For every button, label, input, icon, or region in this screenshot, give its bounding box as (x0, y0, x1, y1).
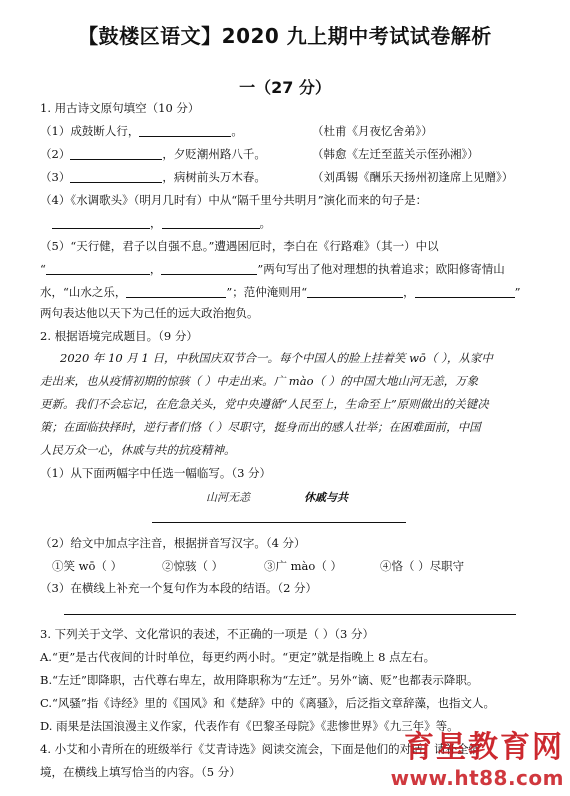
answer-blank[interactable] (307, 285, 403, 298)
answer-blank[interactable] (139, 124, 231, 137)
answer-blank[interactable] (161, 262, 257, 275)
answer-blank[interactable] (70, 170, 162, 183)
q3-option-a: A.“更”是古代夜间的计时单位，每更约两小时。“更定”就是指晚上 8 点左右。 (40, 650, 436, 664)
period: 。 (259, 216, 271, 230)
q3-option-b: B.“左迁”即降职，古代尊右卑左，故用降职称为“左迁”。另外“谪、贬”也都表示降职。 (40, 673, 479, 687)
q1-l5-prompt: （5）“天行健，君子以自强不息。”遭遇困厄时，李白在《行路难》（其一）中以 (40, 239, 439, 253)
q2-passage-line-3: 更新。我们不会忘记，在危急关头，党中央遵循“人民至上，生命至上”原则做出的关键决 (40, 397, 489, 411)
q2-option-d: ④恪（ ）尽职守 (380, 559, 465, 573)
q1-l2-text: ，夕贬潮州路八千。 (162, 147, 266, 161)
q1-l1-end: 。 (231, 124, 243, 138)
q3-option-c: C.“风骚”指《诗经》里的《国风》和《楚辞》中的《离骚》，后泛指文章辞藻，也指文人。 (40, 696, 496, 710)
section-heading: 一（27 分） (239, 78, 331, 97)
q1-l5c-text: 水，“山水之乐， (40, 285, 127, 299)
page-title: 【鼓楼区语文】2020 九上期中考试试卷解析 (78, 24, 492, 48)
answer-blank[interactable] (126, 285, 226, 298)
q1-l5-line-4: 两句表达他以天下为己任的远大政治抱负。 (40, 306, 259, 320)
open-quote: “ (40, 262, 46, 276)
q2-option-c: ③广 mào（ ） (264, 559, 342, 573)
answer-blank[interactable] (46, 262, 150, 275)
q2-sub2: （2）给文中加点字注音，根据拼音写汉字。（4 分） (40, 536, 306, 550)
q1-l3-text: ，病树前头万木春。 (162, 170, 266, 184)
answer-blank[interactable] (70, 147, 162, 160)
q2-passage-line-4: 策；在面临抉择时，逆行者们恪（ ）尽职守，挺身而出的感人壮举；在困难面前，中国 (40, 420, 481, 434)
q1-l5-line-2 (40, 261, 505, 277)
q3-option-d: D. 雨果是法国浪漫主义作家，代表作有《巴黎圣母院》《悲惨世界》《九三年》等。 (40, 719, 459, 733)
comma: ， (149, 262, 162, 276)
q2-option-a: ①笑 wō（ ） (52, 559, 123, 573)
answer-blank[interactable] (162, 216, 260, 229)
q1-line-1 (40, 123, 243, 139)
q1-line-3 (40, 169, 266, 185)
q1-l3-label: （3） (40, 170, 71, 184)
q1-l2-source: （韩愈《左迁至蓝关示侄孙湘》） (312, 147, 479, 161)
q1-line-2 (40, 146, 266, 162)
site-watermark (391, 722, 564, 790)
q2-sub1: （1）从下面两幅字中任选一幅临写。（3 分） (40, 466, 272, 480)
q1-l1-source: （杜甫《月夜忆舍弟》） (312, 124, 433, 138)
q2-passage-line-2: 走出来，也从疫情初期的惊骇（ ）中走出来。广 mào（ ）的中国大地山河无恙，万象 (40, 374, 479, 388)
q1-l3-source: （刘禹锡《酬乐天扬州初逢席上见赠》） (312, 170, 514, 184)
q2-passage-line-5: 人民万众一心，休戚与共的抗疫精神。 (40, 443, 236, 457)
q1-l1-text: （1）成鼓断人行， (40, 124, 140, 138)
comma: ， (150, 216, 162, 230)
q1-l5-line-3 (40, 284, 521, 300)
close-quote: ” (514, 285, 521, 299)
watermark-url: www.ht88.com (390, 766, 564, 790)
q1-l4-answer (52, 215, 271, 231)
calligraphy-option-b: 休戚与共 (304, 491, 348, 504)
watermark-name: 育星教育网 (404, 730, 564, 765)
answer-blank[interactable] (415, 285, 515, 298)
q3-heading: 3. 下列关于文学、文化常识的表述，不正确的一项是（ ）（3 分） (40, 627, 375, 641)
q1-heading: 1. 用古诗文原句填空（10 分） (40, 101, 200, 115)
answer-blank[interactable] (52, 216, 150, 229)
calligraphy-option-a: 山河无恙 (206, 491, 250, 504)
q2-option-b: ②惊骇（ ） (162, 559, 224, 573)
q1-l2-label: （2） (40, 147, 71, 161)
q2-sub3: （3）在横线上补充一个复句作为本段的结语。（2 分） (40, 581, 318, 595)
summary-sentence-line[interactable] (64, 614, 516, 615)
q1-l4-prompt: （4）《水调歌头》（明月几时有）中从“隔千里兮共明月”演化而来的句子是： (40, 193, 428, 207)
q1-l5-text: ”两句写出了他对理想的执着追求；欧阳修寄情山 (257, 262, 505, 276)
copy-writing-line[interactable] (152, 522, 406, 523)
q2-passage-line-1: 2020 年 10 月 1 日，中秋国庆双节合一。每个中国人的脸上挂着笑 wō（ ），从家中 (60, 351, 493, 365)
q1-l5c-mid: ”；范仲淹则用“ (226, 285, 308, 299)
q4-line-2: 境，在横线上填写恰当的内容。（5 分） (40, 765, 241, 779)
q4-line-1: 4. 小艾和小青所在的班级举行《艾青诗选》阅读交流会，下面是他们的对话，请补全情 (40, 742, 481, 756)
comma: ， (403, 285, 415, 299)
q2-heading: 2. 根据语境完成题目。（9 分） (40, 329, 198, 343)
